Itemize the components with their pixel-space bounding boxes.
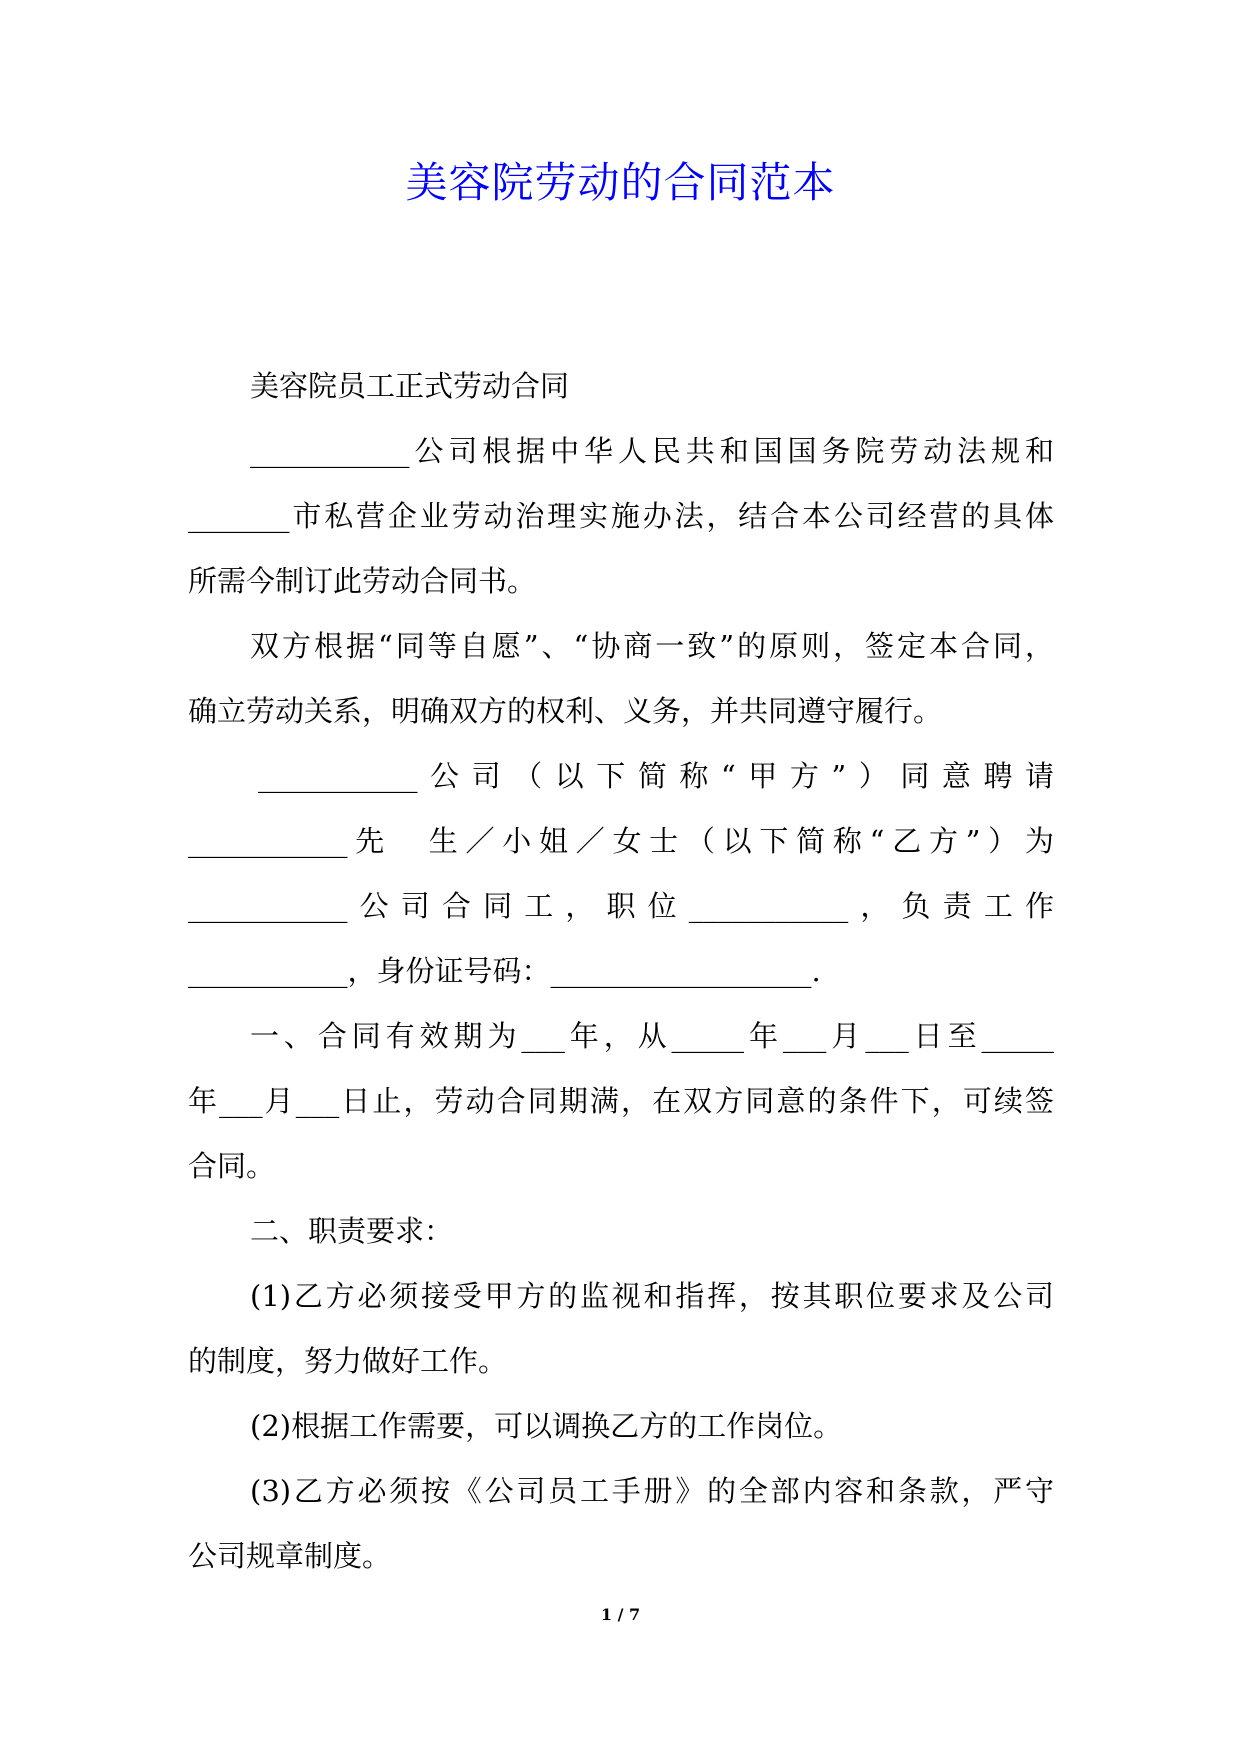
- paragraph-line: _______市私营企业劳动治理实施办法，结合本公司经营的具体: [188, 499, 1054, 533]
- contract-heading: 美容院员工正式劳动合同: [250, 369, 570, 403]
- paragraph-line: ___________先 生／小姐／女士（以下简称“乙方”）为: [188, 824, 1054, 858]
- page-number: 1 / 7: [600, 1605, 641, 1624]
- section-heading: 二、职责要求：: [250, 1214, 454, 1248]
- paragraph-line: ___________公司根据中华人民共和国国务院劳动法规和: [250, 434, 1054, 468]
- paragraph-line: (3)乙方必须按《公司员工手册》的全部内容和条款，严守: [250, 1474, 1054, 1508]
- paragraph-line: 的制度，努力做好工作。: [188, 1344, 508, 1378]
- paragraph-line: 一、合同有效期为___年，从_____年___月___日至_____: [250, 1019, 1054, 1053]
- paragraph-line: 确立劳动关系，明确双方的权利、义务，并共同遵守履行。: [188, 694, 943, 728]
- paragraph-line: 公司规章制度。: [188, 1539, 392, 1573]
- paragraph-line: (2)根据工作需要，可以调换乙方的工作岗位。: [250, 1409, 843, 1443]
- paragraph-line: ___________公司（以下简称“甲方”）同意聘请: [258, 759, 1054, 793]
- paragraph-line: ___________公司合同工，职位___________，负责工作: [188, 889, 1054, 923]
- paragraph-line: 所需今制订此劳动合同书。: [188, 564, 537, 598]
- paragraph-line: 双方根据“同等自愿”、“协商一致”的原则，签定本合同，: [250, 629, 1054, 663]
- paragraph-line: 年___月___日止，劳动合同期满，在双方同意的条件下，可续签: [188, 1084, 1054, 1118]
- paragraph-line: (1)乙方必须接受甲方的监视和指挥，按其职位要求及公司: [250, 1279, 1054, 1313]
- document-title: 美容院劳动的合同范本: [405, 158, 836, 207]
- paragraph-line: 合同。: [188, 1149, 276, 1183]
- paragraph-line: ___________，身份证号码：__________________.: [188, 954, 821, 988]
- document-body: [188, 354, 1054, 1589]
